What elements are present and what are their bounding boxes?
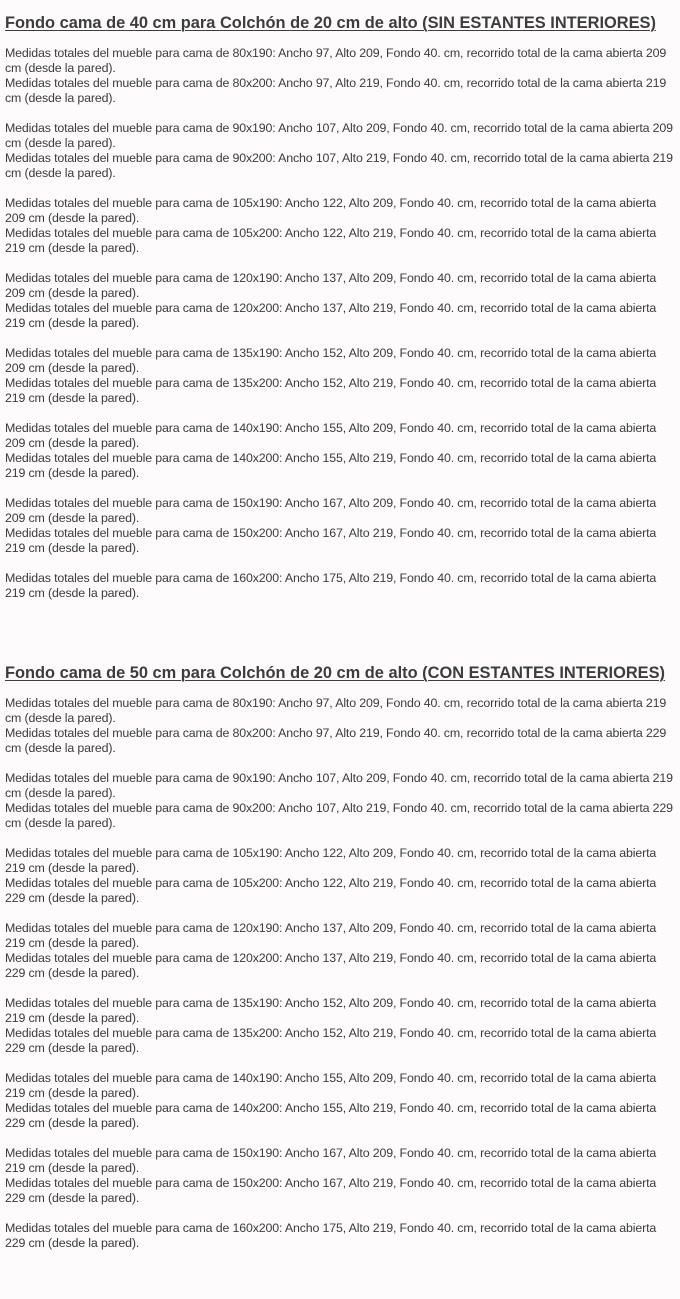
dimension-line: Medidas totales del mueble para cama de 80x200: Ancho 97, Alto 219, Fondo 40. cm, recorrido total de la cama abierta 219 cm (desde la pared). — [5, 76, 667, 105]
dimension-line: Medidas totales del mueble para cama de 105x200: Ancho 122, Alto 219, Fondo 40. cm, recorrido total de la cama abierta 229 cm (desde la pared). — [5, 876, 657, 905]
dimension-line: Medidas totales del mueble para cama de 150x200: Ancho 167, Alto 219, Fondo 40. cm, recorrido total de la cama abierta 229 cm (desde la pared). — [5, 1176, 657, 1205]
dimension-line: Medidas totales del mueble para cama de 135x200: Ancho 152, Alto 219, Fondo 40. cm, recorrido total de la cama abierta 219 cm (desde la pared). — [5, 376, 657, 405]
size-group-105 — [5, 846, 677, 906]
dimension-line: Medidas totales del mueble para cama de 120x190: Ancho 137, Alto 209, Fondo 40. cm, recorrido total de la cama abierta 209 cm (desde la pared). — [5, 271, 657, 300]
size-group-80 — [5, 46, 677, 106]
size-group-140 — [5, 421, 677, 481]
size-group-120 — [5, 921, 677, 981]
size-group-150 — [5, 1146, 677, 1206]
dimension-line: Medidas totales del mueble para cama de 120x200: Ancho 137, Alto 219, Fondo 40. cm, recorrido total de la cama abierta 229 cm (desde la pared). — [5, 951, 657, 980]
dimension-line: Medidas totales del mueble para cama de 160x200: Ancho 175, Alto 219, Fondo 40. cm, recorrido total de la cama abierta 229 cm (desde la pared). — [5, 1221, 657, 1250]
dimension-line: Medidas totales del mueble para cama de 120x200: Ancho 137, Alto 219, Fondo 40. cm, recorrido total de la cama abierta 219 cm (desde la pared). — [5, 301, 657, 330]
size-group-150 — [5, 496, 677, 556]
dimension-line: Medidas totales del mueble para cama de 80x200: Ancho 97, Alto 219, Fondo 40. cm, recorrido total de la cama abierta 229 cm (desde la pared). — [5, 726, 667, 755]
dimension-line: Medidas totales del mueble para cama de 120x190: Ancho 137, Alto 209, Fondo 40. cm, recorrido total de la cama abierta 219 cm (desde la pared). — [5, 921, 657, 950]
dimension-line: Medidas totales del mueble para cama de 80x190: Ancho 97, Alto 209, Fondo 40. cm, recorrido total de la cama abierta 219 cm (desde la pared). — [5, 696, 667, 725]
dimension-line: Medidas totales del mueble para cama de 105x190: Ancho 122, Alto 209, Fondo 40. cm, recorrido total de la cama abierta 209 cm (desde la pared). — [5, 196, 657, 225]
dimension-line: Medidas totales del mueble para cama de 80x190: Ancho 97, Alto 209, Fondo 40. cm, recorrido total de la cama abierta 209 cm (desde la pared). — [5, 46, 667, 75]
size-group-120 — [5, 271, 677, 331]
size-group-160 — [5, 1221, 677, 1251]
size-group-160 — [5, 571, 677, 601]
dimension-line: Medidas totales del mueble para cama de 90x190: Ancho 107, Alto 209, Fondo 40. cm, recorrido total de la cama abierta 219 cm (desde la pared). — [5, 771, 673, 800]
size-group-105 — [5, 196, 677, 256]
dimension-line: Medidas totales del mueble para cama de 90x190: Ancho 107, Alto 209, Fondo 40. cm, recorrido total de la cama abierta 209 cm (desde la pared). — [5, 121, 673, 150]
dimension-line: Medidas totales del mueble para cama de 140x200: Ancho 155, Alto 219, Fondo 40. cm, recorrido total de la cama abierta 229 cm (desde la pared). — [5, 1101, 657, 1130]
dimension-line: Medidas totales del mueble para cama de 105x200: Ancho 122, Alto 219, Fondo 40. cm, recorrido total de la cama abierta 219 cm (desde la pared). — [5, 226, 657, 255]
size-group-90 — [5, 121, 677, 181]
size-group-140 — [5, 1071, 677, 1131]
dimension-line: Medidas totales del mueble para cama de 135x190: Ancho 152, Alto 209, Fondo 40. cm, recorrido total de la cama abierta 219 cm (desde la pared). — [5, 996, 657, 1025]
dimension-line: Medidas totales del mueble para cama de 160x200: Ancho 175, Alto 219, Fondo 40. cm, recorrido total de la cama abierta 219 cm (desde la pared). — [5, 571, 657, 600]
dimension-line: Medidas totales del mueble para cama de 90x200: Ancho 107, Alto 219, Fondo 40. cm, recorrido total de la cama abierta 229 cm (desde la pared). — [5, 801, 673, 830]
section-con-estantes — [5, 663, 677, 1266]
size-group-90 — [5, 771, 677, 831]
size-group-80 — [5, 696, 677, 756]
dimension-line: Medidas totales del mueble para cama de 150x190: Ancho 167, Alto 209, Fondo 40. cm, recorrido total de la cama abierta 219 cm (desde la pared). — [5, 1146, 657, 1175]
section-title: Fondo cama de 40 cm para Colchón de 20 cm de alto (SIN ESTANTES INTERIORES) — [5, 14, 656, 32]
dimension-line: Medidas totales del mueble para cama de 135x200: Ancho 152, Alto 219, Fondo 40. cm, recorrido total de la cama abierta 229 cm (desde la pared). — [5, 1026, 657, 1055]
section-title: Fondo cama de 50 cm para Colchón de 20 cm de alto (CON ESTANTES INTERIORES) — [5, 664, 666, 682]
dimension-line: Medidas totales del mueble para cama de 90x200: Ancho 107, Alto 219, Fondo 40. cm, recorrido total de la cama abierta 219 cm (desde la pared). — [5, 151, 673, 180]
dimension-line: Medidas totales del mueble para cama de 105x190: Ancho 122, Alto 209, Fondo 40. cm, recorrido total de la cama abierta 219 cm (desde la pared). — [5, 846, 657, 875]
dimension-line: Medidas totales del mueble para cama de 140x190: Ancho 155, Alto 209, Fondo 40. cm, recorrido total de la cama abierta 209 cm (desde la pared). — [5, 421, 657, 450]
dimension-line: Medidas totales del mueble para cama de 140x190: Ancho 155, Alto 209, Fondo 40. cm, recorrido total de la cama abierta 219 cm (desde la pared). — [5, 1071, 657, 1100]
section-sin-estantes — [5, 13, 677, 616]
dimension-line: Medidas totales del mueble para cama de 150x200: Ancho 167, Alto 219, Fondo 40. cm, recorrido total de la cama abierta 219 cm (desde la pared). — [5, 526, 657, 555]
dimension-line: Medidas totales del mueble para cama de 135x190: Ancho 152, Alto 209, Fondo 40. cm, recorrido total de la cama abierta 209 cm (desde la pared). — [5, 346, 657, 375]
size-group-135 — [5, 346, 677, 406]
dimension-line: Medidas totales del mueble para cama de 150x190: Ancho 167, Alto 209, Fondo 40. cm, recorrido total de la cama abierta 209 cm (desde la pared). — [5, 496, 657, 525]
dimension-line: Medidas totales del mueble para cama de 140x200: Ancho 155, Alto 219, Fondo 40. cm, recorrido total de la cama abierta 219 cm (desde la pared). — [5, 451, 657, 480]
size-group-135 — [5, 996, 677, 1056]
